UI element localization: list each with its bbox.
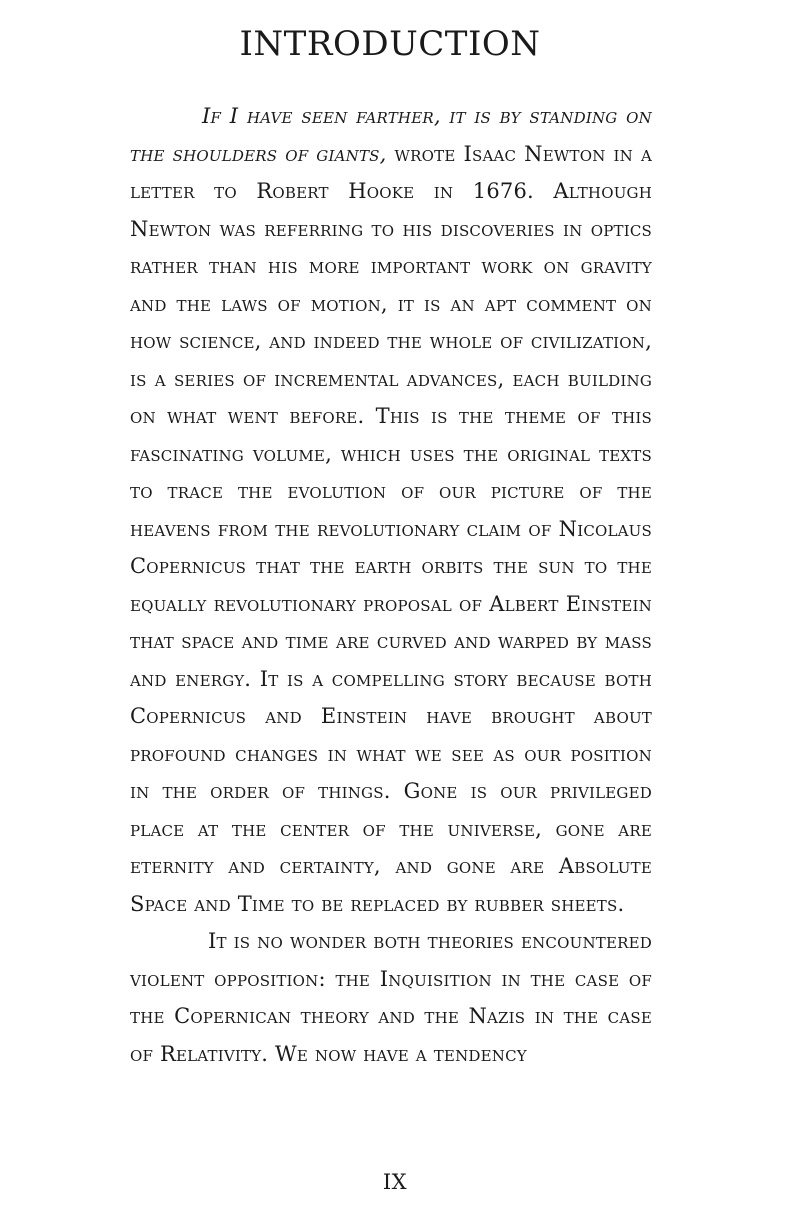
chapter-title: INTRODUCTION (239, 24, 541, 64)
body-text (130, 98, 652, 1073)
paragraph-2: It is no wonder both theories encountered violent opposition: the Inquisition in the case of the Copernican theory and the Nazis in the case of Relativity. We now have a tendency (130, 929, 652, 1066)
newton-quote: If I have seen farther, it is by standing on the shoulders of giants, (130, 104, 652, 166)
page-number: IX (382, 1170, 408, 1194)
paragraph-1-text: wrote Isaac Newton in a letter to Robert Hooke in 1676. Although Newton was referring to his discoveries in optics rather than his more important work on gravity and the laws of motion, it is an apt comment on how science, and indeed the whole of civilization, is a series of incremental advances, each building on what went before. This is the theme of this fascinating volume, which uses the original texts to trace the evolution of our picture of the heavens from the revolutionary claim of Nicolaus Copernicus that the earth orbits the sun to the equally revolutionary proposal of Albert Einstein that space and time are curved and warped by mass and energy. It is a compelling story because both Copernicus and Einstein have brought about profound changes in what we see as our position in the order of things. Gone is our privileged place at the center of the universe, gone are eternity and certainty, and gone are Absolute Space and Time to be replaced by rubber sheets. (130, 141, 652, 916)
paragraph-1 (130, 98, 652, 923)
